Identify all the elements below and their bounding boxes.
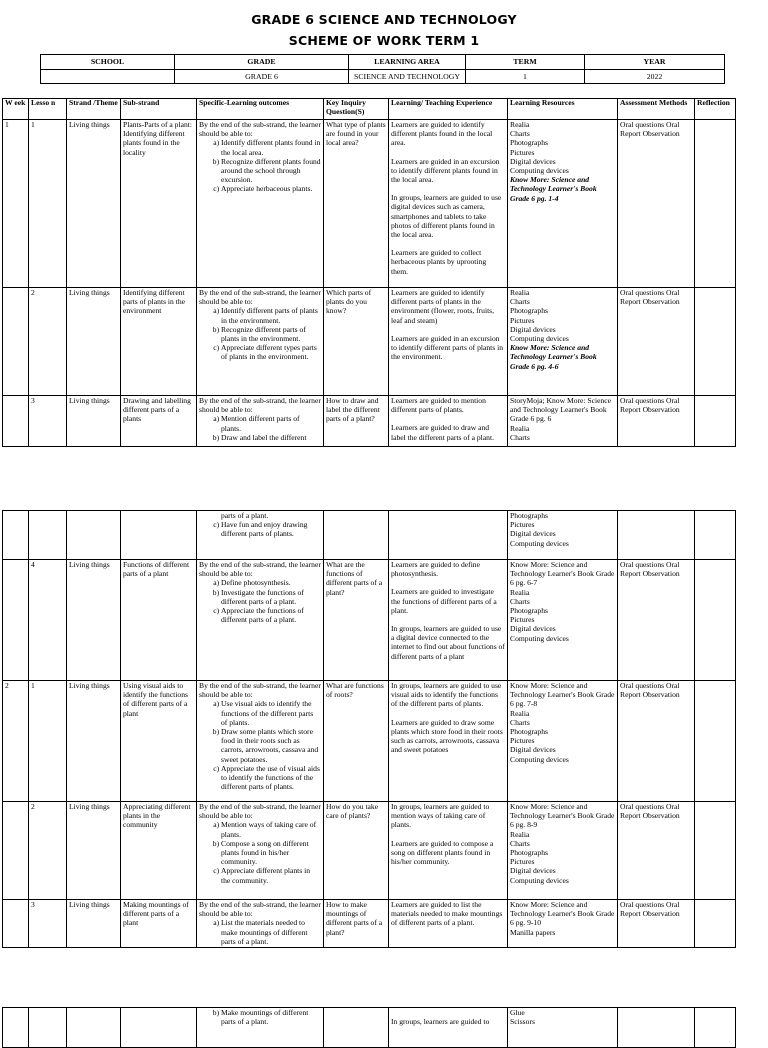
experience-cell: In groups, learners are guided to mention ways of taking care of plants. Learners are guided to compose a song on different plants found in his/her community. xyxy=(389,802,508,900)
table-row xyxy=(3,511,736,560)
column-header-substrand: Sub-strand xyxy=(121,99,197,120)
outcomes-cell: By the end of the sub-strand, the learner should be able to: a. List the materials needed to make mountings of different parts of a plant. xyxy=(197,900,324,948)
substrand-cell: Drawing and labelling different parts of a plants xyxy=(121,396,197,447)
inquiry-cell: What type of plants are found in your local area? xyxy=(324,120,389,288)
strand-cell: Living things xyxy=(67,288,121,396)
resources-cell: Glue Scissors xyxy=(508,1008,618,1048)
assessment-cell: Oral questions Oral Report Observation xyxy=(618,288,695,396)
outcome-item: c. Appreciate herbaceous plants. xyxy=(221,184,321,193)
inquiry-cell: Which parts of plants do you know? xyxy=(324,288,389,396)
outcome-item: a. List the materials needed to make mountings of different parts of a plant. xyxy=(221,918,321,946)
strand-cell: Living things xyxy=(67,120,121,288)
table-row xyxy=(3,681,736,802)
lesson-cell: 3 xyxy=(29,900,67,948)
assessment-cell: Oral questions Oral Report Observation xyxy=(618,900,695,948)
lesson-cell: 3 xyxy=(29,396,67,447)
assessment-cell: Oral questions Oral Report Observation xyxy=(618,560,695,681)
outcomes-cell: By the end of the sub-strand, the learner should be able to: a. Use visual aids to identify the functions of the different parts of plants. b. Draw some plants which store food in their roots such as carrots, arrowroots, cassava and sweet potatoes. c. Appreciate the use of visual aids to identify the functions of the different parts of plants. xyxy=(197,681,324,802)
column-header-resources: Learning Resources xyxy=(508,99,618,120)
column-header-strand: Strand /Theme xyxy=(67,99,121,120)
column-header-outcomes: Specific-Learning outcomes xyxy=(197,99,324,120)
resources-cell: Know More: Science and Technology Learner's Book Grade 6 pg. 8-9 Realia Charts Photographs Pictures Digital devices Computing devices xyxy=(508,802,618,900)
column-header-inquiry: Key Inquiry Question(S) xyxy=(324,99,389,120)
outcome-item: a. Define photosynthesis. xyxy=(221,578,321,587)
reflection-cell xyxy=(695,802,736,900)
substrand-cell: Identifying different parts of plants in the environment xyxy=(121,288,197,396)
document-title: GRADE 6 SCIENCE AND TECHNOLOGY xyxy=(251,12,517,27)
resources-cell: Know More: Science and Technology Learner's Book Grade 6 pg. 7-8 Realia Charts Photographs Pictures Digital devices Computing devices xyxy=(508,681,618,802)
info-value-year: 2022 xyxy=(585,70,725,84)
outcomes-cell xyxy=(197,1008,324,1048)
resources-cell: Realia Charts Photographs Pictures Digital devices Computing devices Know More: Science and Technology Learner's Book Grade 6 pg. 1-4 xyxy=(508,120,618,288)
experience-cell: In groups, learners are guided to use visual aids to identify the functions of the different parts of plants. Learners are guided to draw some plants which store food in their roots such as carrots, arrowroots, cassava and sweet potatoes xyxy=(389,681,508,802)
outcomes-cell: By the end of the sub-strand, the learner should be able to: a. Identify different parts of plants in the environment. b. Recognize different parts of plants in the environment. c. Appreciate different types parts of plants in the environment. xyxy=(197,288,324,396)
assessment-cell: Oral questions Oral Report Observation xyxy=(618,681,695,802)
substrand-cell: Using visual aids to identify the functions of different parts of a plant xyxy=(121,681,197,802)
outcomes-cell: By the end of the sub-strand, the learner should be able to: a. Mention different parts of plants. b. Draw and label the different xyxy=(197,396,324,447)
resources-cell: Photographs Pictures Digital devices Computing devices xyxy=(508,511,618,560)
info-table xyxy=(40,54,725,84)
outcome-item: b. Investigate the functions of different parts of a plant. xyxy=(221,588,321,606)
outcome-item: a. Mention different parts of plants. xyxy=(221,414,321,432)
resources-cell: Realia Charts Photographs Pictures Digital devices Computing devices Know More: Science and Technology Learner's Book Grade 6 pg. 4-6 xyxy=(508,288,618,396)
outcomes-cell: By the end of the sub-strand, the learner should be able to: a. Define photosynthesis. b. Investigate the functions of different parts of a plant. c. Appreciate the functions of different parts of a plant. xyxy=(197,560,324,681)
column-header-assessment: Assessment Methods xyxy=(618,99,695,120)
experience-cell: Learners are guided to list the materials needed to make mountings of different parts of a plant. xyxy=(389,900,508,948)
info-value-term: 1 xyxy=(466,70,585,84)
inquiry-cell: How do you take care of plants? xyxy=(324,802,389,900)
column-header-reflection: Reflection xyxy=(695,99,736,120)
info-value-grade: GRADE 6 xyxy=(175,70,349,84)
strand-cell: Living things xyxy=(67,681,121,802)
resources-cell: StoryMoja; Know More: Science and Technology Learner's Book Grade 6 pg. 6 Realia Charts xyxy=(508,396,618,447)
resources-cell: Know More: Science and Technology Learner's Book Grade 6 pg. 9-10 Manilla papers xyxy=(508,900,618,948)
outcome-item: c. Appreciate different plants in the community. xyxy=(221,866,321,884)
strand-cell: Living things xyxy=(67,396,121,447)
outcome-item: b. Recognize different parts of plants in the environment. xyxy=(221,325,321,343)
experience-cell: In groups, learners are guided to xyxy=(389,1008,508,1048)
outcome-item: c. Appreciate the use of visual aids to identify the functions of the different parts of plants. xyxy=(221,764,321,792)
scheme-table-page-1 xyxy=(2,98,736,447)
table-row xyxy=(3,900,736,948)
reflection-cell xyxy=(695,396,736,447)
strand-cell: Living things xyxy=(67,802,121,900)
outcome-item: b. Make mountings of different parts of a plant. xyxy=(221,1008,321,1026)
substrand-cell: Making mountings of different parts of a plant xyxy=(121,900,197,948)
experience-cell: Learners are guided to identify different parts of plants in the environment (flower, roots, fruits, leaf and steam) Learners are guided in an excursion to identify different parts of plants in the environment. xyxy=(389,288,508,396)
scheme-table-page-3 xyxy=(2,1007,736,1048)
week-cell xyxy=(3,396,29,447)
strand-cell: Living things xyxy=(67,560,121,681)
reflection-cell xyxy=(695,288,736,396)
assessment-cell: Oral questions Oral Report Observation xyxy=(618,396,695,447)
experience-cell: Learners are guided to define photosynthesis. Learners are guided to investigate the functions of different parts of a plant. In groups, learners are guided to use a digital device connected to the internet to find out about functions of different parts of a plant xyxy=(389,560,508,681)
book-reference: Know More: Science and Technology Learner's Book Grade 6 pg. 4-6 xyxy=(510,343,597,371)
table-row xyxy=(3,120,736,288)
outcome-item: c. Appreciate the functions of different parts of a plant. xyxy=(221,606,321,624)
reflection-cell xyxy=(695,900,736,948)
column-header-lesson: Lesso n xyxy=(29,99,67,120)
outcome-item: b. Recognize different plants found around the school through excursion. xyxy=(221,157,321,185)
outcomes-cell: By the end of the sub-strand, the learner should be able to: a. Identify different plants found in the local area. b. Recognize different plants found around the school through excursion. c. Appreciate herbaceous plants. xyxy=(197,120,324,288)
info-header-school: SCHOOL xyxy=(41,55,175,70)
reflection-cell xyxy=(695,560,736,681)
outcome-item: a. Identify different parts of plants in the environment. xyxy=(221,306,321,324)
outcome-item: a. Use visual aids to identify the functions of the different parts of plants. xyxy=(221,699,321,727)
outcome-item: a. Identify different plants found in the local area. xyxy=(221,138,321,156)
experience-cell: Learners are guided to mention different parts of plants. Learners are guided to draw and label the different parts of a plant. xyxy=(389,396,508,447)
assessment-cell: Oral questions Oral Report Observation xyxy=(618,802,695,900)
column-header-experience: Learning/ Teaching Experience xyxy=(389,99,508,120)
table-row xyxy=(3,288,736,396)
table-row xyxy=(3,802,736,900)
outcome-item: b. Draw some plants which store food in their roots such as carrots, arrowroots, cassava and sweet potatoes. xyxy=(221,727,321,764)
assessment-cell: Oral questions Oral Report Observation xyxy=(618,120,695,288)
outcomes-cell: parts of a plant. c. Have fun and enjoy drawing different parts of plants. xyxy=(197,511,324,560)
info-header-term: TERM xyxy=(466,55,585,70)
week-cell xyxy=(3,802,29,900)
outcome-item: a. Mention ways of taking care of plants. xyxy=(221,820,321,838)
experience-cell: Learners are guided to identify different plants found in the local area. Learners are guided in an excursion to identify different plants found in the local area. In groups, learners are guided to use digital devices such as camera, smartphones and tablets to take photos of different plants found in the local area. Learners are guided to collect herbaceous plants by uprooting them. xyxy=(389,120,508,288)
inquiry-cell: What are functions of roots? xyxy=(324,681,389,802)
resources-cell: Know More: Science and Technology Learner's Book Grade 6 pg. 6-7 Realia Charts Photographs Pictures Digital devices Computing devices xyxy=(508,560,618,681)
outcomes-cell: By the end of the sub-strand, the learner should be able to: a. Mention ways of taking care of plants. b. Compose a song on different plants found in his/her community. c. Appreciate different plants in the community. xyxy=(197,802,324,900)
reflection-cell xyxy=(695,120,736,288)
lesson-cell: 1 xyxy=(29,120,67,288)
scheme-table-page-2 xyxy=(2,510,736,948)
lesson-cell: 4 xyxy=(29,560,67,681)
document-subtitle: SCHEME OF WORK TERM 1 xyxy=(288,33,480,48)
week-cell xyxy=(3,560,29,681)
reflection-cell xyxy=(695,681,736,802)
inquiry-cell: How to draw and label the different parts of a plant? xyxy=(324,396,389,447)
info-header-grade: GRADE xyxy=(175,55,349,70)
table-row xyxy=(3,560,736,681)
table-row xyxy=(3,396,736,447)
substrand-cell: Functions of different parts of a plant xyxy=(121,560,197,681)
table-row xyxy=(3,1008,736,1048)
week-cell xyxy=(3,900,29,948)
outcome-item: b. Draw and label the different xyxy=(221,433,321,442)
book-reference: Know More: Science and Technology Learner's Book Grade 6 pg. 1-4 xyxy=(510,175,597,203)
strand-cell: Living things xyxy=(67,900,121,948)
info-header-learning-area: LEARNING AREA xyxy=(349,55,466,70)
week-cell xyxy=(3,288,29,396)
substrand-cell: Plants-Parts of a plant: Identifying different plants found in the locality xyxy=(121,120,197,288)
lesson-cell: 2 xyxy=(29,802,67,900)
outcome-item: c. Appreciate different types parts of plants in the environment. xyxy=(221,343,321,361)
lesson-cell: 1 xyxy=(29,681,67,802)
inquiry-cell: What are the functions of different parts of a plant? xyxy=(324,560,389,681)
week-cell: 1 xyxy=(3,120,29,288)
outcome-item: b. Compose a song on different plants found in his/her community. xyxy=(221,839,321,867)
lesson-cell: 2 xyxy=(29,288,67,396)
info-value-learning-area: SCIENCE AND TECHNOLOGY xyxy=(349,70,466,84)
info-header-year: YEAR xyxy=(585,55,725,70)
week-cell: 2 xyxy=(3,681,29,802)
inquiry-cell: How to make mountings of different parts of a plant? xyxy=(324,900,389,948)
outcome-item: c. Have fun and enjoy drawing different parts of plants. xyxy=(221,520,321,538)
info-value-school xyxy=(41,70,175,84)
column-header-week: W eek xyxy=(3,99,29,120)
substrand-cell: Appreciating different plants in the community xyxy=(121,802,197,900)
